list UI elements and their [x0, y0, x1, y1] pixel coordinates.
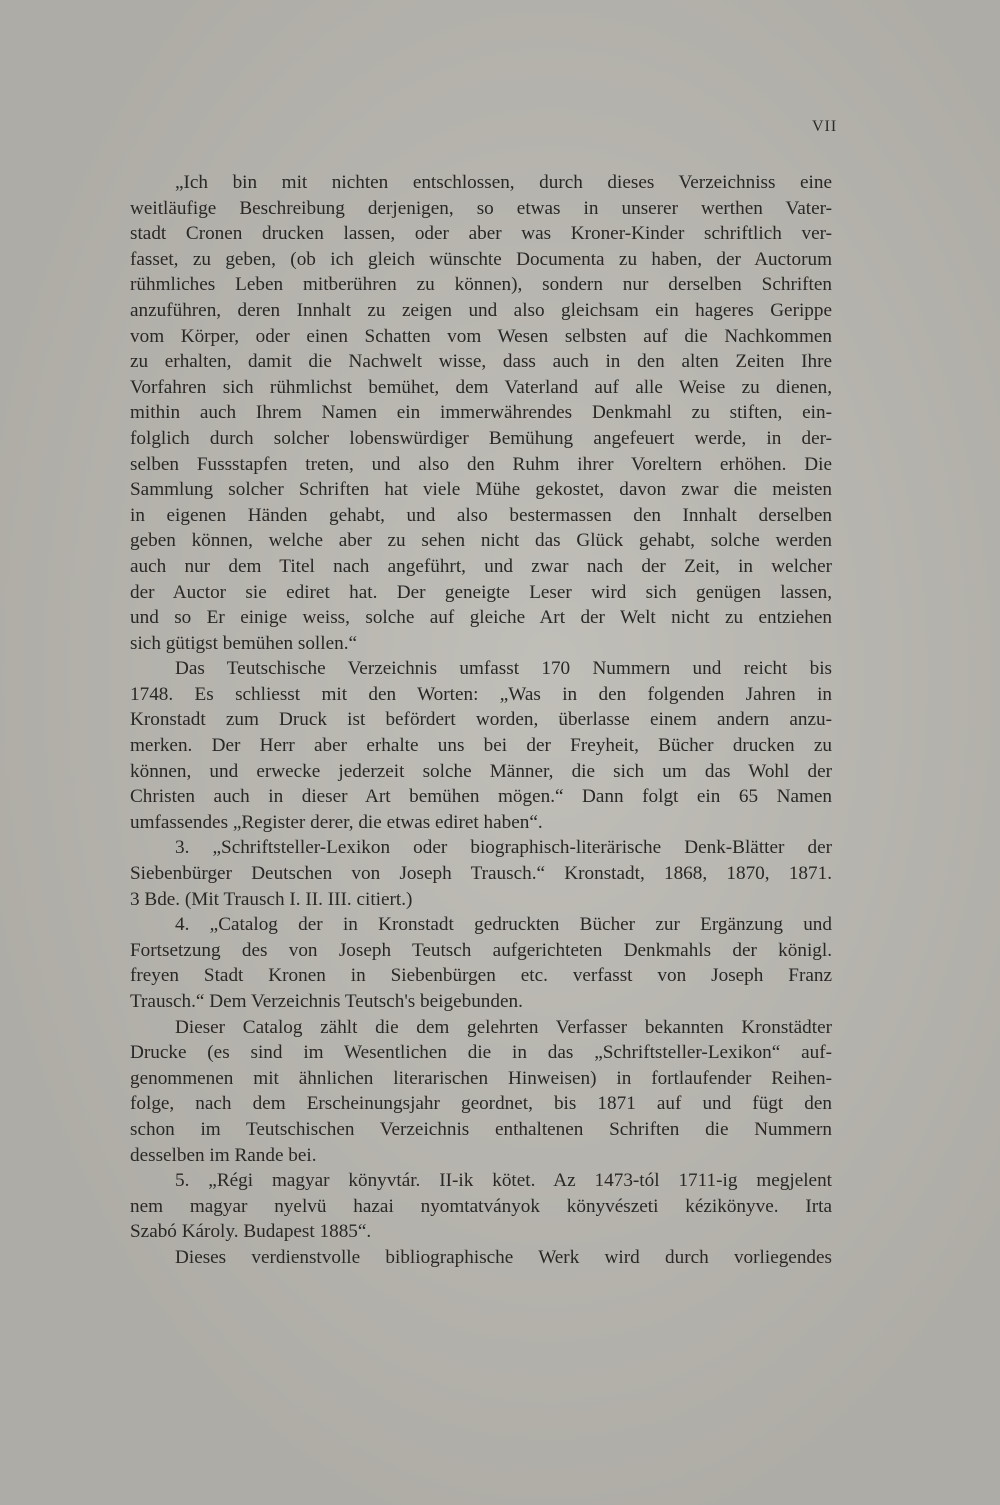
text-line: zu erhalten, damit die Nachwelt wisse, dass auch in den alten Zeiten Ihre	[130, 351, 832, 373]
text-line: freyen Stadt Kronen in Siebenbürgen etc. verfasst von Joseph Franz	[130, 965, 832, 987]
text-line: Dieser Catalog zählt die dem gelehrten Verfasser bekannten Kronstädter	[175, 1016, 832, 1038]
text-line: Sammlung solcher Schriften hat viele Mühe gekostet, davon zwar die meisten	[130, 479, 832, 501]
body-text	[130, 170, 832, 1271]
text-line: können, und erwecke jederzeit solche Männer, die sich um das Wohl der	[130, 760, 832, 782]
text-line: merken. Der Herr aber erhalte uns bei der Freyheit, Bücher drucken zu	[130, 735, 832, 757]
text-line: folge, nach dem Erscheinungsjahr geordnet, bis 1871 auf und fügt den	[130, 1093, 832, 1115]
text-line: 3 Bde. (Mit Trausch I. II. III. citiert.)	[130, 888, 413, 910]
text-line: Christen auch in dieser Art bemühen mögen.“ Dann folgt ein 65 Namen	[130, 786, 832, 808]
text-line: desselben im Rande bei.	[130, 1144, 317, 1166]
text-line: Trausch.“ Dem Verzeichnis Teutsch's beigebunden.	[130, 991, 523, 1012]
text-line: Drucke (es sind im Wesentlichen die in das „Schriftsteller-Lexikon“ auf-	[130, 1042, 832, 1064]
text-line: mithin auch Ihrem Namen ein immerwährendes Denkmahl zu stiften, ein-	[130, 402, 832, 424]
paragraph-item-4	[130, 912, 832, 1014]
text-line: schon im Teutschischen Verzeichnis enthaltenen Schriften die Nummern	[130, 1118, 832, 1140]
text-line: rühmliches Leben mitberühren zu können), sondern nur derselben Schriften	[130, 274, 832, 296]
text-line: Dieses verdienstvolle bibliographische Werk wird durch vorliegendes	[175, 1246, 832, 1268]
text-line: Vorfahren sich rühmlichst bemühet, dem Vaterland auf alle Weise zu dienen,	[130, 376, 832, 398]
text-line: 1748. Es schliesst mit den Worten: „Was in den folgenden Jahren in	[130, 683, 832, 705]
text-line: Das Teutschische Verzeichnis umfasst 170 Nummern und reicht bis	[175, 658, 832, 680]
text-line: weitläufige Beschreibung derjenigen, so etwas in unserer werthen Vater-	[130, 197, 832, 219]
paragraph-catalog-description	[130, 1015, 832, 1169]
text-line: auch nur dem Titel nach angeführt, und zwar nach der Zeit, in welcher	[130, 555, 832, 577]
text-line: in eigenen Händen gehabt, und also bestermassen den Innhalt derselben	[130, 504, 832, 526]
text-line: geben können, welche aber zu sehen nicht das Glück gehabt, solche werden	[130, 530, 832, 552]
text-line: 3. „Schriftsteller-Lexikon oder biographisch-literärische Denk-Blätter der	[175, 837, 832, 859]
page-number: VII	[812, 118, 838, 135]
text-line: fasset, zu geben, (ob ich gleich wünschte Documenta zu haben, der Auctorum	[130, 248, 832, 270]
text-line: umfassendes „Register derer, die etwas ediret haben“.	[130, 811, 543, 833]
text-line: 5. „Régi magyar könyvtár. II-ik kötet. Az 1473-tól 1711-ig megjelent	[175, 1170, 832, 1192]
text-line: selben Fussstapfen treten, und also den Ruhm ihrer Voreltern erhöhen. Die	[130, 453, 832, 475]
paragraph-item-5	[130, 1168, 832, 1245]
paragraph-item-3	[130, 835, 832, 912]
paragraph-quotation	[130, 170, 832, 656]
text-line: genommenen mit ähnlichen literarischen Hinweisen) in fortlaufender Reihen-	[130, 1067, 832, 1089]
text-line: folglich durch solcher lobenswürdiger Bemühung angefeuert werde, in der-	[130, 427, 832, 449]
text-line: der Auctor sie ediret hat. Der geneigte Leser wird sich genügen lassen,	[130, 581, 832, 603]
text-line: und so Er einige weiss, solche auf gleiche Art der Welt nicht zu entziehen	[130, 607, 832, 629]
text-line: Fortsetzung des von Joseph Teutsch aufgerichteten Denkmahls der königl.	[130, 939, 832, 961]
paragraph-teutsch-summary	[130, 656, 832, 835]
text-line: „Ich bin mit nichten entschlossen, durch dieses Verzeichniss eine	[175, 172, 832, 193]
text-line: Siebenbürger Deutschen von Joseph Trausch.“ Kronstadt, 1868, 1870, 1871.	[130, 863, 832, 885]
text-line: Kronstadt zum Druck ist befördert worden, überlasse einem andern anzu-	[130, 709, 832, 731]
text-line: nem magyar nyelvü hazai nyomtatványok könyvészeti kézikönyve. Irta	[130, 1195, 832, 1217]
text-line: Szabó Károly. Budapest 1885“.	[130, 1221, 372, 1243]
text-line: 4. „Catalog der in Kronstadt gedruckten Bücher zur Ergänzung und	[175, 914, 832, 936]
text-line: sich gütigst bemühen sollen.“	[130, 632, 358, 654]
paragraph-closing	[130, 1245, 832, 1271]
text-line: stadt Cronen drucken lassen, oder aber was Kroner-Kinder schriftlich ver-	[130, 223, 832, 245]
text-line: vom Körper, oder einen Schatten vom Wesen selbsten auf die Nachkommen	[130, 325, 832, 347]
text-line: anzuführen, deren Innhalt zu zeigen und also gleichsam ein hageres Gerippe	[130, 299, 832, 321]
